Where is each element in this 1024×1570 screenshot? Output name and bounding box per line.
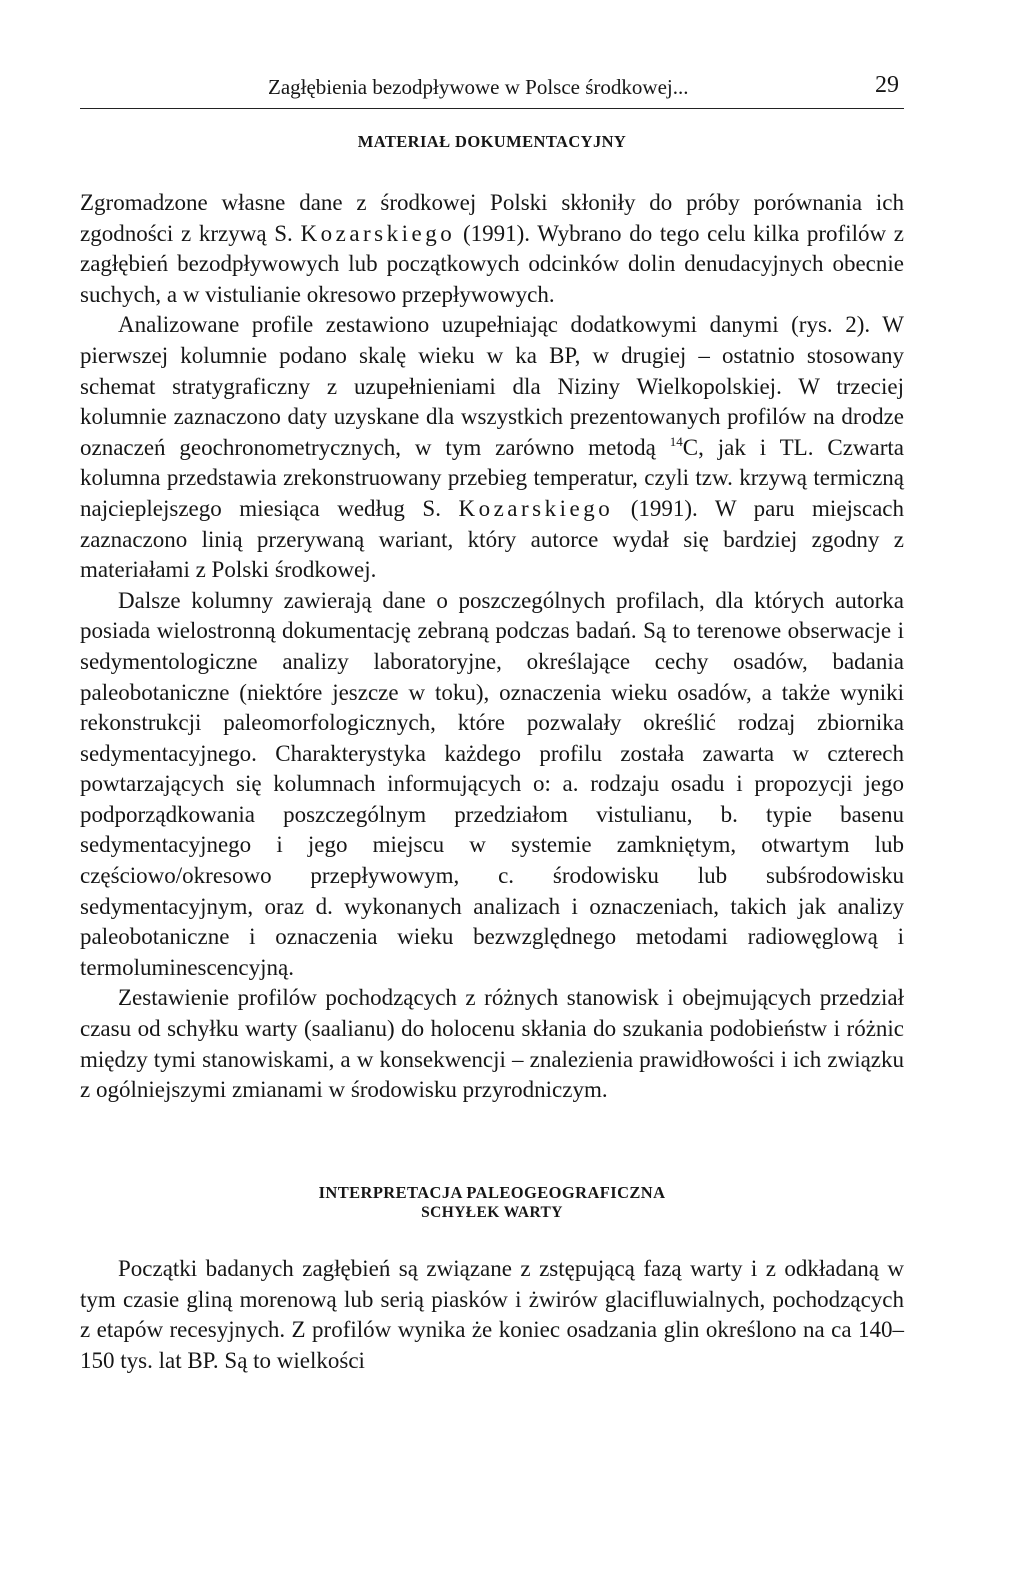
text-run: (1991). Wybrano do tego celu kilka profilów z zagłębień bezodpływowych lub początkowych odcinków dolin denudacyjnych obecnie suchych, a w vistulianie okresowo przepływowych. [80,220,904,307]
page-number: 29 [875,72,899,98]
paragraph: Dalsze kolumny zawierają dane o poszczególnych profilach, dla których autorka posiada wielostronną dokumentację zebraną podczas badań. Są to terenowe obserwacje i sedymentologiczne analizy laboratoryjne, określające cechy osadów, badania paleobotaniczne (niektóre jeszcze w toku), oznaczenia wieku osadów, a także wyniki rekonstrukcji paleomorfologicznych, które pozwalały określić rodzaj zbiornika sedymentacyjnego. Charakterystyka każdego profilu została zawarta w czterech powtarzających się kolumnach informujących o: a. rodzaju osadu i propozycji jego podporządkowania poszczególnym przedziałom vistulianu, b. typie basenu sedymentacyjnego i jego miejscu w systemie zamkniętym, otwartym lub częściowo/okresowo przepływowym, c. środowisku lub subśrodowisku sedymentacyjnym, oraz d. wykonanych analizach i oznaczeniach, takich jak analizy paleobotaniczne i oznaczenia wieku bezwzględnego metodami radiowęglową i termoluminescencyjną. [80,587,904,980]
paragraph [80,310,904,585]
section-body-material [80,188,904,1106]
section-heading-interpretation: INTERPRETACJA PALEOGEOGRAFICZNA [318,1183,666,1202]
paragraph: Zestawienie profilów pochodzących z różnych stanowisk i obejmujących przedział czasu od schyłku warty (saalianu) do holocenu skłania do szukania podobieństw i różnic między tymi stanowiskami, a w konsekwencji – znalezienia prawidłowości i ich związku z ogólniejszymi zmianami w środowisku przyrodniczym. [80,985,904,1103]
text-run: Zgromadzone własne dane z środkowej Polski skłoniły do próby porównania ich zgodności z krzywą S. [80,190,904,246]
section-body-interpretation [80,1254,904,1376]
section-heading-material: MATERIAŁ DOKUMENTACYJNY [357,132,627,151]
text-run: Analizowane profile zestawiono uzupełniając dodatkowymi danymi (rys. 2). W pierwszej kolumnie podano skalę wieku w ka BP, w drugiej – ostatnio stosowany schemat stratygraficzny z uzupełnieniami dla Niziny Wielkopolskiej. W trzeciej kolumnie zaznaczono daty uzyskane dla wszystkich prezentowanych profilów na drodze oznaczeń geochronometrycznych, w tym zarówno metodą [80,312,904,460]
paragraph: Początki badanych zagłębień są związane z zstępującą fazą warty i z odkładaną w tym czasie gliną morenową lub serią piasków i żwirów glacifluwialnych, pochodzących z etapów recesyjnych. Z profilów wynika że koniec osadzania glin określono na ca 140–150 tys. lat BP. Są to wielkości [80,1256,904,1373]
author-name: Kozarskiego [458,495,614,521]
superscript: 14 [669,433,683,449]
header-rule [80,108,904,109]
author-name: Kozarskiego [300,220,456,246]
running-title: Zagłębienia bezodpływowe w Polsce środkowej... [268,75,689,99]
text-run: (1991). W paru miejscach zaznaczono linią przerywaną wariant, który autorce wydał się bardziej zgodny z materiałami z Polski środkowej. [80,495,904,583]
subsection-heading: SCHYŁEK WARTY [421,1204,563,1221]
paragraph [80,188,904,310]
text-run: C, jak i TL. Czwarta kolumna przedstawia zrekonstruowany przebieg temperatur, czyli tzw. krzywą termiczną najcieplejszego miesiąca według S. [80,434,904,521]
